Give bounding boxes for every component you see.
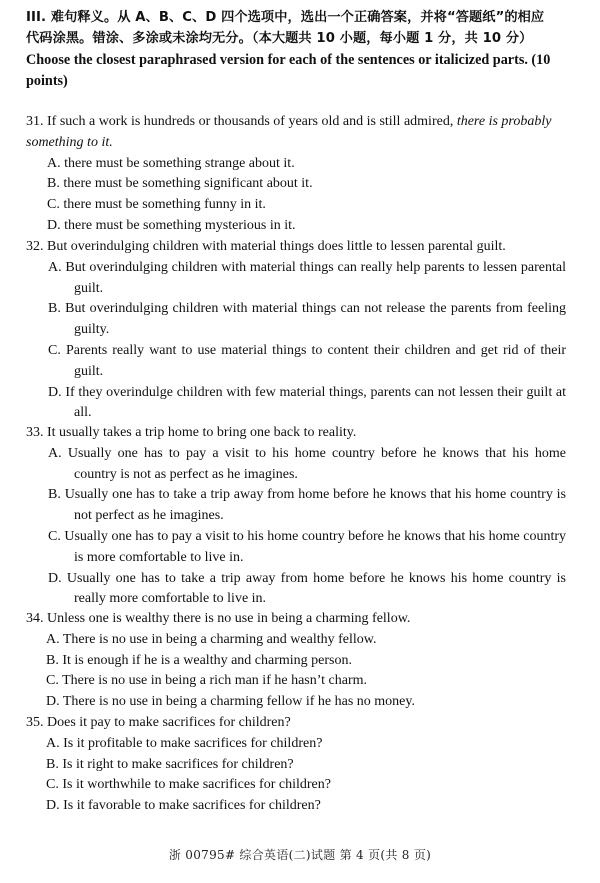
option-label: D. xyxy=(48,384,62,400)
section-heading-cn-line1: III. 难句释义。从 A、B、C、D 四个选项中，选出一个正确答案，并将“答题纸”的相应 xyxy=(26,10,545,25)
option-text: there must be something funny in it. xyxy=(63,197,266,213)
option-text: But overindulging children with material things can not release the parents from feeling guilty. xyxy=(65,301,566,338)
option-b[interactable] xyxy=(26,651,566,672)
option-label: B. xyxy=(46,756,59,772)
option-label: C. xyxy=(46,673,59,689)
option-c[interactable] xyxy=(26,775,566,796)
option-label: A. xyxy=(48,445,62,461)
option-text: there must be something significant about it. xyxy=(63,176,313,192)
stem-text: But overindulging children with material things does little to lessen parental guilt. xyxy=(47,239,506,254)
option-d[interactable] xyxy=(26,796,566,817)
option-label: D. xyxy=(46,694,60,710)
stem-text: Unless one is wealthy there is no use in being a charming fellow. xyxy=(47,611,411,626)
option-a[interactable] xyxy=(26,258,566,300)
question-stem xyxy=(26,423,566,444)
option-text: If they overindulge children with few material things, parents can not lessen their guilt at all. xyxy=(65,384,567,421)
option-c[interactable] xyxy=(26,671,566,692)
question-number: 34. xyxy=(26,611,44,626)
option-text: Usually one has to pay a visit to his home country before he knows that his home country is not as perfect as he imagines. xyxy=(67,445,566,482)
option-b[interactable] xyxy=(26,485,566,527)
option-text: Is it profitable to make sacrifices for children? xyxy=(63,735,323,751)
option-label: C. xyxy=(48,528,61,544)
option-a[interactable] xyxy=(26,154,566,175)
option-label: B. xyxy=(46,652,59,668)
option-label: B. xyxy=(47,176,60,192)
option-text: Is it favorable to make sacrifices for children? xyxy=(63,798,321,814)
question-number: 32. xyxy=(26,239,44,254)
option-text: Is it worthwhile to make sacrifices for children? xyxy=(62,777,331,793)
option-label: C. xyxy=(47,197,60,213)
option-c[interactable] xyxy=(26,341,566,383)
option-c[interactable] xyxy=(26,195,566,216)
option-label: D. xyxy=(46,798,60,814)
option-text: But overindulging children with material things can really help parents to lessen parental guilt. xyxy=(65,259,566,296)
option-label: C. xyxy=(48,342,61,358)
question-stem xyxy=(26,713,566,734)
option-text: there must be something strange about it. xyxy=(64,155,295,171)
option-label: A. xyxy=(48,259,62,275)
option-label: A. xyxy=(47,155,61,171)
option-label: D. xyxy=(48,570,62,586)
question-number: 31. xyxy=(26,114,44,129)
option-text: Is it right to make sacrifices for children? xyxy=(62,756,294,772)
option-label: B. xyxy=(48,301,61,317)
question-33 xyxy=(26,423,566,610)
question-34 xyxy=(26,609,566,713)
option-text: Usually one has to pay a visit to his home country before he knows that his home country is more comfortable to live in. xyxy=(64,528,567,565)
option-a[interactable] xyxy=(26,630,566,651)
option-text: there must be something mysterious in it. xyxy=(64,217,296,233)
option-text: It is enough if he is a wealthy and charming person. xyxy=(62,652,352,668)
question-number: 35. xyxy=(26,715,44,730)
option-label: B. xyxy=(48,487,61,503)
option-text: Usually one has to take a trip away from home before he knows his home country is really more comfortable to live in. xyxy=(66,570,567,607)
question-stem xyxy=(26,237,566,258)
option-d[interactable] xyxy=(26,216,566,237)
option-text: Usually one has to take a trip away from home before he knows that his home country is not perfect as he imagines. xyxy=(64,487,567,524)
option-a[interactable] xyxy=(26,444,566,486)
stem-italic-text: there is probably something to it. xyxy=(26,114,552,150)
question-31 xyxy=(26,112,566,237)
question-number: 33. xyxy=(26,425,44,440)
option-b[interactable] xyxy=(26,755,566,776)
option-d[interactable] xyxy=(26,569,566,611)
option-text: There is no use in being a charming fellow if he has no money. xyxy=(62,694,415,710)
option-text: There is no use in being a rich man if he hasn’t charm. xyxy=(62,673,368,689)
option-label: A. xyxy=(46,631,60,647)
option-label: A. xyxy=(46,735,60,751)
option-c[interactable] xyxy=(26,527,566,569)
option-d[interactable] xyxy=(26,692,566,713)
stem-text: If such a work is hundreds or thousands of years old and is still admired, xyxy=(47,114,454,129)
question-35 xyxy=(26,713,566,817)
option-b[interactable] xyxy=(26,299,566,341)
question-32 xyxy=(26,237,566,424)
option-label: C. xyxy=(46,777,59,793)
question-stem xyxy=(26,609,566,630)
option-text: There is no use in being a charming and wealthy fellow. xyxy=(62,631,377,647)
question-stem xyxy=(26,112,566,154)
section-heading-en: Choose the closest paraphrased version for each of the sentences or italicized parts. (10 points) xyxy=(26,52,551,89)
page-footer: 浙 00795# 综合英语(二)试题 第 4 页(共 8 页) xyxy=(168,848,432,862)
option-d[interactable] xyxy=(26,383,566,425)
section-heading-cn-line2: 代码涂黑。错涂、多涂或未涂均无分。（本大题共 10 小题，每小题 1 分，共 10 分） xyxy=(26,31,533,46)
option-label: D. xyxy=(47,217,61,233)
stem-text: Does it pay to make sacrifices for children? xyxy=(47,715,291,730)
option-a[interactable] xyxy=(26,734,566,755)
option-b[interactable] xyxy=(26,174,566,195)
stem-text: It usually takes a trip home to bring one back to reality. xyxy=(47,425,357,440)
option-text: Parents really want to use material things to content their children and get rid of their guilt. xyxy=(65,342,567,379)
